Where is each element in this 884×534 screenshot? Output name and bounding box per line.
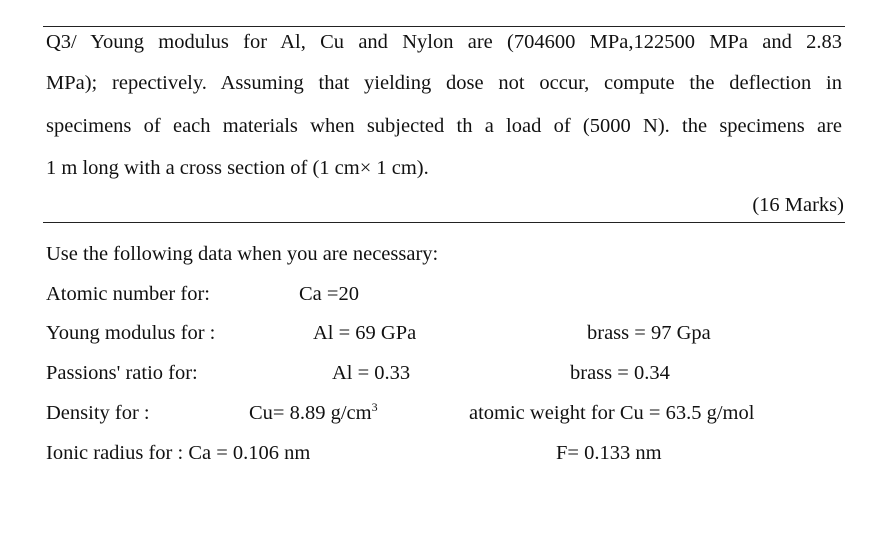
marks-label: (16 Marks)	[752, 194, 844, 216]
question-line-1: Q3/ Young modulus for Al, Cu and Nylon are (704600 MPa,122500 MPa and 2.83	[46, 31, 842, 53]
poisson-brass: brass = 0.34	[570, 362, 670, 384]
question-line-4: 1 m long with a cross section of (1 cm× 1 cm).	[46, 157, 429, 179]
top-rule	[43, 26, 845, 27]
density-label: Density for :	[46, 402, 150, 424]
atomic-number-label: Atomic number for:	[46, 283, 210, 305]
poisson-label: Passions' ratio for:	[46, 362, 198, 384]
young-modulus-label: Young modulus for :	[46, 322, 216, 344]
data-intro: Use the following data when you are necessary:	[46, 243, 439, 265]
ionic-radius-f: F= 0.133 nm	[556, 442, 662, 464]
density-cu	[249, 400, 378, 426]
atomic-number-value: Ca =20	[299, 283, 359, 305]
ionic-radius-label: Ionic radius for : Ca = 0.106 nm	[46, 442, 311, 464]
question-line-2: MPa); repectively. Assuming that yielding dose not occur, compute the deflection in	[46, 72, 842, 94]
middle-rule	[43, 222, 845, 223]
poisson-al: Al = 0.33	[332, 362, 411, 384]
young-modulus-al: Al = 69 GPa	[313, 322, 417, 344]
young-modulus-brass: brass = 97 Gpa	[587, 322, 711, 344]
atomic-weight-cu: atomic weight for Cu = 63.5 g/mol	[469, 402, 755, 424]
density-cu-exponent: 3	[371, 400, 378, 414]
question-line-3: specimens of each materials when subjected th a load of (5000 N). the specimens are	[46, 115, 842, 137]
density-cu-value: Cu= 8.89 g/cm	[249, 402, 372, 424]
